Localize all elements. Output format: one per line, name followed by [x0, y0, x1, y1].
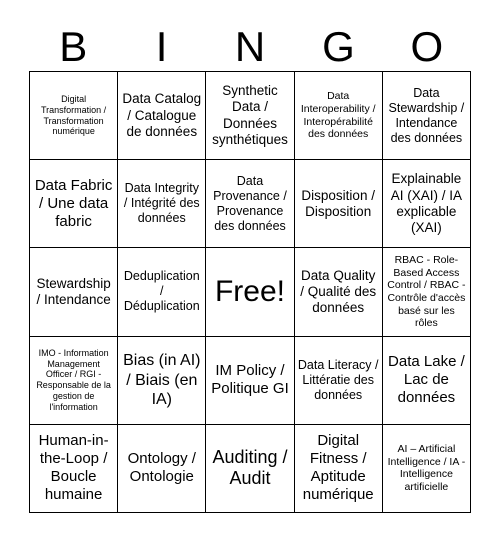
bingo-cell-r4c3[interactable]: IM Policy / Politique GI — [206, 337, 294, 425]
bingo-cell-r1c4[interactable]: Data Interoperability / Interopérabilité des données — [295, 72, 383, 160]
bingo-cell-r2c3[interactable]: Data Provenance / Provenance des données — [206, 160, 294, 248]
bingo-cell-r5c1[interactable]: Human-in-the-Loop / Boucle humaine — [30, 425, 118, 513]
bingo-cell-r5c3[interactable]: Auditing / Audit — [206, 425, 294, 513]
bingo-cell-r4c5[interactable]: Data Lake / Lac de données — [383, 337, 471, 425]
header-letter-b: B — [59, 23, 88, 70]
bingo-cell-r2c2[interactable]: Data Integrity / Intégrité des données — [118, 160, 206, 248]
bingo-cell-r2c4[interactable]: Disposition / Disposition — [295, 160, 383, 248]
bingo-grid — [29, 71, 471, 513]
bingo-cell-r4c1[interactable]: IMO - Information Management Officer / RGI - Responsable de la gestion de l'information — [30, 337, 118, 425]
bingo-free-space[interactable]: Free! — [206, 248, 294, 336]
bingo-cell-r2c5[interactable]: Explainable AI (XAI) / IA explicable (XAI) — [383, 160, 471, 248]
header-letter-i: I — [155, 23, 168, 70]
header-letter-g: G — [322, 23, 355, 70]
bingo-cell-r3c1[interactable]: Stewardship / Intendance — [30, 248, 118, 336]
bingo-cell-r3c2[interactable]: Deduplication / Déduplication — [118, 248, 206, 336]
bingo-header — [29, 18, 471, 76]
bingo-cell-r4c2[interactable]: Bias (in AI) / Biais (en IA) — [118, 337, 206, 425]
bingo-cell-r4c4[interactable]: Data Literacy / Littératie des données — [295, 337, 383, 425]
bingo-cell-r1c5[interactable]: Data Stewardship / Intendance des données — [383, 72, 471, 160]
bingo-cell-r3c4[interactable]: Data Quality / Qualité des données — [295, 248, 383, 336]
bingo-cell-r3c5[interactable]: RBAC - Role-Based Access Control / RBAC - Contrôle d'accès basé sur les rôles — [383, 248, 471, 336]
bingo-cell-r1c2[interactable]: Data Catalog / Catalogue de données — [118, 72, 206, 160]
header-letter-o: O — [410, 23, 444, 70]
bingo-cell-r1c1[interactable]: Digital Transformation / Transformation numérique — [30, 72, 118, 160]
header-letter-n: N — [234, 23, 266, 70]
bingo-cell-r5c5[interactable]: AI – Artificial Intelligence / IA - Intelligence artificielle — [383, 425, 471, 513]
bingo-cell-r5c2[interactable]: Ontology / Ontologie — [118, 425, 206, 513]
bingo-cell-r2c1[interactable]: Data Fabric / Une data fabric — [30, 160, 118, 248]
bingo-cell-r5c4[interactable]: Digital Fitness / Aptitude numérique — [295, 425, 383, 513]
bingo-cell-r1c3[interactable]: Synthetic Data / Données synthétiques — [206, 72, 294, 160]
